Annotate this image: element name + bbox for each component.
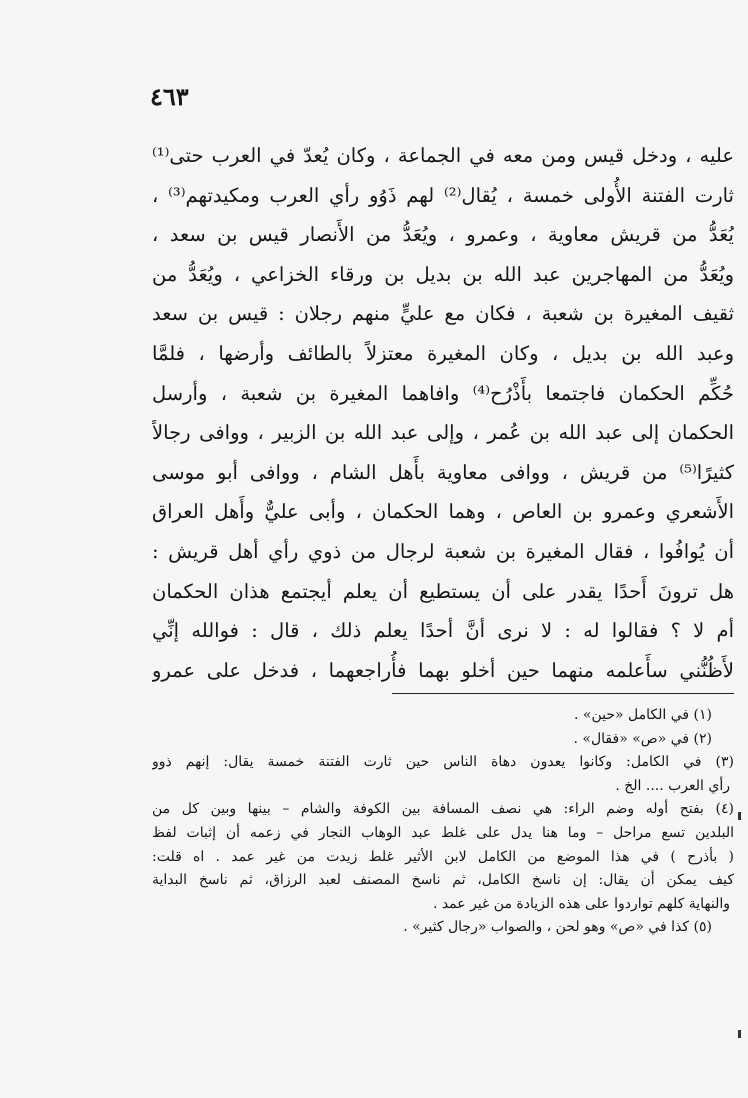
footnote-separator	[392, 693, 734, 694]
text-line: عليه ، ودخل قيس ومن معه في الجماعة ، وكان يُعدّ في العرب حتى⁽¹⁾	[152, 144, 734, 167]
footnote-line: كيف يمكن أن يقال: إن ناسخ الكامل، ثم ناسخ المصنف لعبد الرزاق، ثم ناسخ البداية	[152, 872, 734, 889]
text-line: لأَظُنُّني سأَعلمه منهما حين أخلو بهما فأُراجعهما ، فدخل على عمرو	[152, 658, 734, 682]
text-line: ثقيف المغيرة بن شعبة ، فكان مع عليٍّ منهم رجلان : قيس بن سعد	[152, 302, 734, 326]
footnote-line: والنهاية كلهم تواردوا على هذه الزيادة من غير عمد .	[432, 895, 730, 912]
text-line: وعبد الله بن بديل ، وكان المغيرة معتزلاً بالطائف وأرضها ، فلمَّا	[152, 341, 734, 365]
text-line: الأَشعري وعمرو بن العاص ، وهما الحكمان ، وأبى عليٌّ وأَهل العراق	[152, 500, 734, 524]
footnotes	[152, 704, 734, 940]
footnote-line: رأي العرب .... الخ .	[615, 777, 730, 794]
page-number: ٤٦٣	[150, 82, 189, 111]
footnote-line: (١) في الكامل «حين» .	[574, 707, 712, 723]
footnote-line: (٣) في الكامل: وكانوا يعدون دهاة الناس حين ثارت الفتنة خمسة يقال: إنهم ذوو	[152, 754, 734, 771]
text-line: كثيرًا⁽⁵⁾ من قريش ، ووافى معاوية بأَهل الشام ، ووافى أبو موسى	[152, 460, 734, 484]
text-line: هل ترونَ أَحدًا يقدر على أن يستطيع أن يعلم أيجتمع هذان الحكمان	[152, 579, 734, 603]
footnote-line: (٥) كذا في «ص» وهو لحن ، والصواب «رجال كثير» .	[403, 919, 712, 936]
text-line: أن يُوافُوا ، فقال المغيرة بن شعبة لرجال من ذوي رأي أهل قريش :	[152, 539, 734, 563]
footnote-line: البلدين تسع مراحل – وما هنا يدل على غلط عبد الوهاب النجار في زعمه أن إثبات لفظ	[152, 824, 734, 841]
text-line: حُكِّم الحكمان فاجتمعا بأَذْرُح⁽⁴⁾ وافاهما المغيرة بن شعبة ، وأرسل	[152, 381, 734, 405]
margin-mark	[738, 1030, 741, 1038]
text-line: يُعَدُّ من قريش معاوية ، وعمرو ، ويُعَدُّ من الأَنصار قيس بن سعد ،	[152, 223, 734, 247]
text-line: الحكمان إلى عبد الله بن عُمر ، وإلى عبد الله بن الزبير ، ووافى رجالاً	[152, 421, 734, 445]
footnote-line: (٤) بفتح أوله وضم الراء: هي نصف المسافة بين الكوفة والشام – بينها وبين كل من	[152, 801, 734, 818]
text-line: ثارت الفتنة الأُولى خمسة ، يُقال⁽²⁾ لهم ذَوُو رأي العرب ومكيدتهم⁽³⁾ ،	[152, 183, 734, 207]
main-text	[152, 136, 734, 690]
text-line: ويُعَدُّ من المهاجرين عبد الله بن بديل بن ورقاء الخزاعي ، ويُعَدُّ من	[152, 262, 734, 286]
text-line: أم لا ؟ فقالوا له : لا نرى أنَّ أحدًا يعلم ذلك ، قال : فوالله إنِّي	[152, 619, 734, 643]
margin-mark	[738, 812, 741, 820]
footnote-line: (٢) في «ص» «فقال» .	[573, 730, 712, 747]
footnote-line: ( بأذرح ) في هذا الموضع من الكامل لابن الأثير غلط زيدت من غير عمد . اه قلت:	[152, 848, 734, 865]
